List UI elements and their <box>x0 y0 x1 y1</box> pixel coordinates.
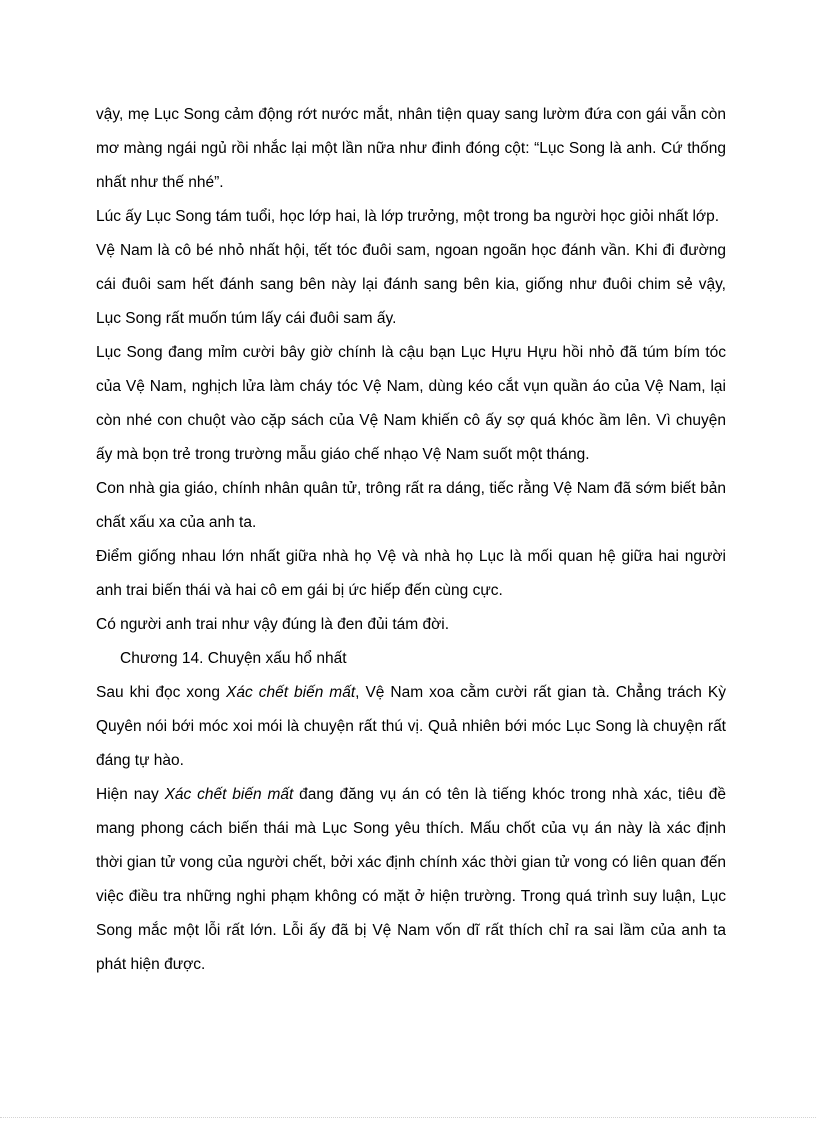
paragraph-8-pre: Sau khi đọc xong <box>96 684 226 701</box>
paragraph-9 <box>96 778 726 982</box>
paragraph-5: Con nhà gia giáo, chính nhân quân tử, trông rất ra dáng, tiếc rằng Vệ Nam đã sớm biết bản chất xấu xa của anh ta. <box>96 480 726 531</box>
document-page <box>96 98 726 982</box>
paragraph-3: Vệ Nam là cô bé nhỏ nhất hội, tết tóc đuôi sam, ngoan ngoãn học đánh vần. Khi đi đường cái đuôi sam hết đánh sang bên này lại đánh sang bên kia, giống như đuôi chim sẻ vậy, Lục Song rất muốn túm lấy cái đuôi sam ấy. <box>96 242 726 327</box>
book-title: Xác chết biến mất <box>226 684 356 701</box>
paragraph-2: Lúc ấy Lục Song tám tuổi, học lớp hai, là lớp trưởng, một trong ba người học giỏi nhất lớp. <box>96 208 720 225</box>
paragraph-6: Điểm giống nhau lớn nhất giữa nhà họ Vệ và nhà họ Lục là mối quan hệ giữa hai người anh trai biến thái và hai cô em gái bị ức hiếp đến cùng cực. <box>96 548 726 599</box>
paragraph-1: vậy, mẹ Lục Song cảm động rớt nước mắt, nhân tiện quay sang lườm đứa con gái vẫn còn mơ màng ngái ngủ rồi nhắc lại một lần nữa như đinh đóng cột: “Lục Song là anh. Cứ thống nhất như thế nhé”. <box>96 106 726 191</box>
paragraph-9-pre: Hiện nay <box>96 786 165 803</box>
book-title: Xác chết biến mất <box>164 786 294 803</box>
paragraph-4: Lục Song đang mỉm cười bây giờ chính là cậu bạn Lục Hựu Hựu hồi nhỏ đã túm bím tóc của Vệ Nam, nghịch lửa làm cháy tóc Vệ Nam, dùng kéo cắt vụn quần áo của Vệ Nam, lại còn nhé con chuột vào cặp sách của Vệ Nam khiến cô ấy sợ quá khóc ầm lên. Vì chuyện ấy mà bọn trẻ trong trường mẫu giáo chế nhạo Vệ Nam suốt một tháng. <box>96 344 726 463</box>
page-bottom-divider <box>0 1117 816 1118</box>
paragraph-7: Có người anh trai như vậy đúng là đen đủi tám đời. <box>96 616 450 633</box>
paragraph-8 <box>96 676 726 778</box>
paragraph-9-post: đang đăng vụ án có tên là tiếng khóc trong nhà xác, tiêu đề mang phong cách biến thái mà Lục Song yêu thích. Mấu chốt của vụ án này là xác định thời gian tử vong của người chết, bởi xác định chính xác thời gian tử vong có liên quan đến việc điều tra những nghi phạm không có mặt ở hiện trường. Trong quá trình suy luận, Lục Song mắc một lỗi rất lớn. Lỗi ấy đã bị Vệ Nam vốn dĩ rất thích chỉ ra sai lầm của anh ta phát hiện được. <box>96 786 726 973</box>
chapter-heading: Chương 14. Chuyện xấu hổ nhất <box>120 650 347 667</box>
paragraph-8-post: , Vệ Nam xoa cằm cười rất gian tà. Chẳng trách Kỳ Quyên nói bới móc xoi mói là chuyện rất thú vị. Quả nhiên bới móc Lục Song là chuyện rất đáng tự hào. <box>96 684 726 769</box>
